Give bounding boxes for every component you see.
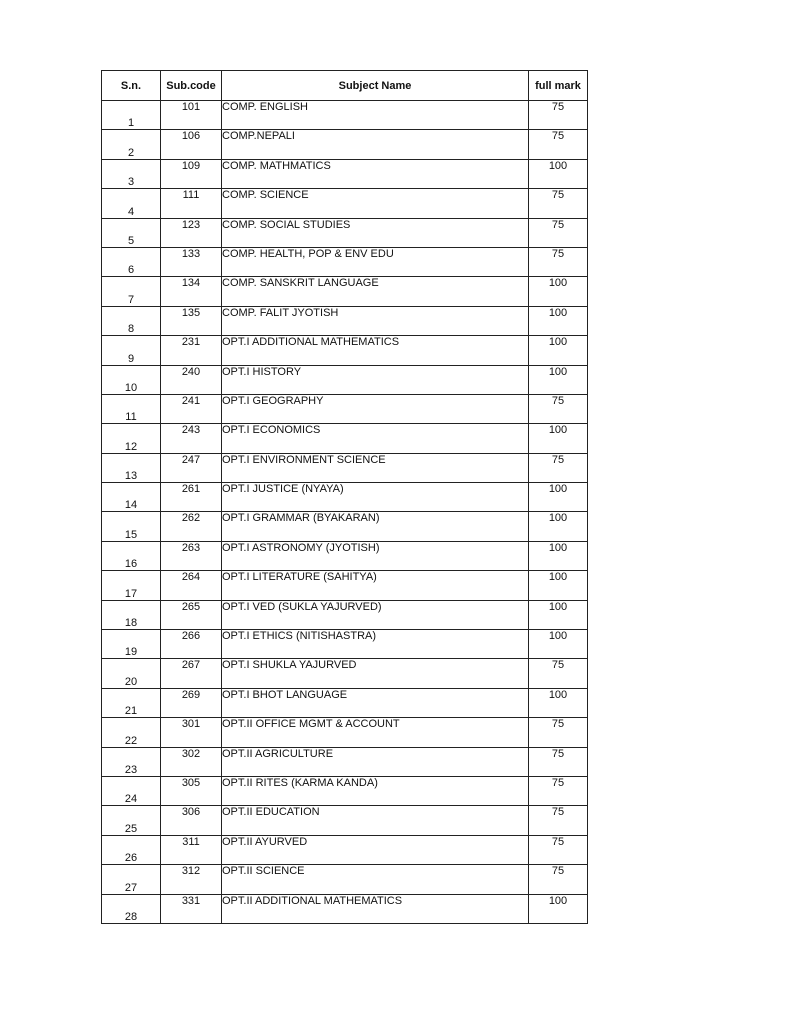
subject-name-cell: OPT.I ASTRONOMY (JYOTISH) [222,541,529,570]
full-mark-cell: 100 [529,336,588,365]
full-mark-cell: 100 [529,541,588,570]
table-row [102,659,588,688]
subject-name-cell: OPT.II EDUCATION [222,806,529,835]
subject-name-cell: OPT.I SHUKLA YAJURVED [222,659,529,688]
subject-name-cell: COMP. HEALTH, POP & ENV EDU [222,247,529,276]
serial-number-cell: 26 [102,835,161,864]
full-mark-cell: 75 [529,718,588,747]
serial-number-cell: 5 [102,218,161,247]
table-row [102,277,588,306]
sub-code-cell: 331 [161,894,222,923]
subject-name-cell: COMP. SANSKRIT LANGUAGE [222,277,529,306]
table-row [102,365,588,394]
serial-number-cell: 4 [102,189,161,218]
table-row [102,865,588,894]
full-mark-cell: 100 [529,688,588,717]
full-mark-cell: 75 [529,130,588,159]
header-sub-code: Sub.code [161,71,222,101]
table-row [102,571,588,600]
serial-number-cell: 11 [102,394,161,423]
serial-number-cell: 22 [102,718,161,747]
table-row [102,630,588,659]
subject-name-cell: COMP. SOCIAL STUDIES [222,218,529,247]
sub-code-cell: 134 [161,277,222,306]
sub-code-cell: 243 [161,424,222,453]
subject-name-cell: OPT.II OFFICE MGMT & ACCOUNT [222,718,529,747]
subject-name-cell: OPT.I ECONOMICS [222,424,529,453]
table-row [102,688,588,717]
table-row [102,776,588,805]
full-mark-cell: 100 [529,277,588,306]
full-mark-cell: 100 [529,306,588,335]
full-mark-cell: 75 [529,776,588,805]
subject-name-cell: COMP. FALIT JYOTISH [222,306,529,335]
full-mark-cell: 75 [529,865,588,894]
sub-code-cell: 109 [161,159,222,188]
serial-number-cell: 21 [102,688,161,717]
serial-number-cell: 20 [102,659,161,688]
sub-code-cell: 301 [161,718,222,747]
serial-number-cell: 8 [102,306,161,335]
full-mark-cell: 75 [529,247,588,276]
full-mark-cell: 75 [529,659,588,688]
sub-code-cell: 311 [161,835,222,864]
sub-code-cell: 261 [161,483,222,512]
full-mark-cell: 100 [529,365,588,394]
full-mark-cell: 75 [529,747,588,776]
subject-name-cell: OPT.II ADDITIONAL MATHEMATICS [222,894,529,923]
serial-number-cell: 3 [102,159,161,188]
sub-code-cell: 240 [161,365,222,394]
serial-number-cell: 27 [102,865,161,894]
serial-number-cell: 28 [102,894,161,923]
sub-code-cell: 264 [161,571,222,600]
serial-number-cell: 16 [102,541,161,570]
sub-code-cell: 265 [161,600,222,629]
serial-number-cell: 14 [102,483,161,512]
subject-name-cell: OPT.I ETHICS (NITISHASTRA) [222,630,529,659]
subject-name-cell: COMP. MATHMATICS [222,159,529,188]
full-mark-cell: 75 [529,189,588,218]
table-row [102,424,588,453]
serial-number-cell: 9 [102,336,161,365]
sub-code-cell: 267 [161,659,222,688]
sub-code-cell: 262 [161,512,222,541]
sub-code-cell: 306 [161,806,222,835]
table-row [102,453,588,482]
serial-number-cell: 24 [102,776,161,805]
header-full-mark: full mark [529,71,588,101]
table-row [102,101,588,130]
serial-number-cell: 13 [102,453,161,482]
serial-number-cell: 2 [102,130,161,159]
subject-name-cell: OPT.I ENVIRONMENT SCIENCE [222,453,529,482]
sub-code-cell: 111 [161,189,222,218]
table-row [102,130,588,159]
subject-name-cell: OPT.I LITERATURE (SAHITYA) [222,571,529,600]
serial-number-cell: 12 [102,424,161,453]
serial-number-cell: 7 [102,277,161,306]
full-mark-cell: 100 [529,894,588,923]
serial-number-cell: 19 [102,630,161,659]
sub-code-cell: 302 [161,747,222,776]
serial-number-cell: 10 [102,365,161,394]
sub-code-cell: 247 [161,453,222,482]
full-mark-cell: 100 [529,600,588,629]
sub-code-cell: 266 [161,630,222,659]
full-mark-cell: 75 [529,835,588,864]
table-row [102,247,588,276]
full-mark-cell: 100 [529,483,588,512]
full-mark-cell: 75 [529,101,588,130]
subject-name-cell: OPT.I VED (SUKLA YAJURVED) [222,600,529,629]
sub-code-cell: 263 [161,541,222,570]
full-mark-cell: 100 [529,630,588,659]
table-row [102,541,588,570]
full-mark-cell: 75 [529,453,588,482]
serial-number-cell: 6 [102,247,161,276]
full-mark-cell: 75 [529,806,588,835]
table-row [102,747,588,776]
serial-number-cell: 1 [102,101,161,130]
subject-name-cell: OPT.II SCIENCE [222,865,529,894]
subject-table [101,70,588,924]
full-mark-cell: 100 [529,159,588,188]
serial-number-cell: 25 [102,806,161,835]
sub-code-cell: 231 [161,336,222,365]
subject-name-cell: OPT.I JUSTICE (NYAYA) [222,483,529,512]
sub-code-cell: 106 [161,130,222,159]
table-body [102,101,588,924]
table-row [102,600,588,629]
full-mark-cell: 75 [529,394,588,423]
serial-number-cell: 17 [102,571,161,600]
subject-name-cell: OPT.I BHOT LANGUAGE [222,688,529,717]
sub-code-cell: 101 [161,101,222,130]
sub-code-cell: 135 [161,306,222,335]
subject-name-cell: OPT.II AYURVED [222,835,529,864]
full-mark-cell: 100 [529,512,588,541]
table-row [102,306,588,335]
full-mark-cell: 100 [529,571,588,600]
table-row [102,189,588,218]
sub-code-cell: 269 [161,688,222,717]
sub-code-cell: 305 [161,776,222,805]
header-subject-name: Subject Name [222,71,529,101]
table-row [102,894,588,923]
header-sn: S.n. [102,71,161,101]
table-row [102,718,588,747]
subject-name-cell: OPT.II RITES (KARMA KANDA) [222,776,529,805]
full-mark-cell: 100 [529,424,588,453]
table-row [102,159,588,188]
sub-code-cell: 133 [161,247,222,276]
table-header-row [102,71,588,101]
subject-name-cell: OPT.I GEOGRAPHY [222,394,529,423]
serial-number-cell: 23 [102,747,161,776]
table-row [102,806,588,835]
full-mark-cell: 75 [529,218,588,247]
subject-name-cell: COMP. ENGLISH [222,101,529,130]
sub-code-cell: 312 [161,865,222,894]
subject-name-cell: COMP.NEPALI [222,130,529,159]
subject-name-cell: OPT.I HISTORY [222,365,529,394]
subject-name-cell: COMP. SCIENCE [222,189,529,218]
table-row [102,835,588,864]
sub-code-cell: 241 [161,394,222,423]
subject-name-cell: OPT.II AGRICULTURE [222,747,529,776]
subject-name-cell: OPT.I ADDITIONAL MATHEMATICS [222,336,529,365]
table-row [102,336,588,365]
serial-number-cell: 18 [102,600,161,629]
subject-name-cell: OPT.I GRAMMAR (BYAKARAN) [222,512,529,541]
table-row [102,512,588,541]
table-row [102,483,588,512]
table-row [102,218,588,247]
table-row [102,394,588,423]
sub-code-cell: 123 [161,218,222,247]
serial-number-cell: 15 [102,512,161,541]
